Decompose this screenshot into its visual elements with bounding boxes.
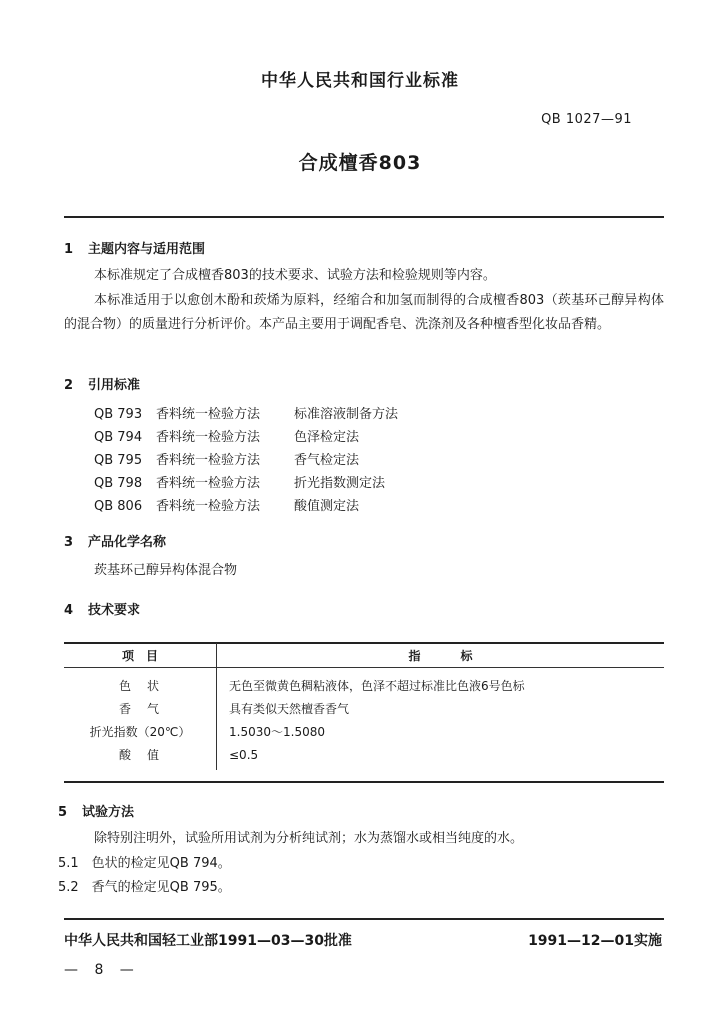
table-row: [64, 697, 664, 720]
reference-method: 香气检定法: [294, 453, 360, 468]
reference-code: QB 794: [94, 430, 143, 445]
reference-row: [94, 426, 359, 445]
section-1-number: 1: [64, 242, 74, 257]
approval-statement: 中华人民共和国轻工业部1991—03—30批准: [64, 933, 352, 949]
table-header-index: 指标: [217, 643, 665, 668]
table-cell-value: 1.5030～1.5080: [229, 725, 325, 739]
table-row: [64, 743, 664, 770]
section-2-heading: [64, 374, 140, 393]
reference-name: 香料统一检验方法: [156, 453, 261, 468]
section-5-title: 试验方法: [82, 805, 135, 820]
section-4-heading: [64, 599, 140, 618]
section-2-title: 引用标准: [88, 378, 141, 393]
reference-name: 香料统一检验方法: [156, 499, 261, 514]
reference-name: 香料统一检验方法: [156, 407, 261, 422]
standard-category-title: 中华人民共和国行业标准: [261, 71, 459, 91]
technical-requirements-table: [64, 643, 664, 770]
table-cell-item: 色 状: [64, 668, 217, 698]
reference-name: 香料统一检验方法: [156, 430, 261, 445]
reference-row: [94, 449, 359, 468]
section-1-paragraph-1: 本标准规定了合成檀香803的技术要求、试验方法和检验规则等内容。: [94, 268, 496, 283]
section-5-heading: [58, 801, 134, 820]
reference-row: [94, 495, 359, 514]
table-row: [64, 720, 664, 743]
section-1-heading: [64, 238, 205, 257]
section-3-heading: [64, 531, 166, 550]
table-row: [64, 668, 664, 698]
section-4-title: 技术要求: [88, 603, 141, 618]
reference-method: 标准溶液制备方法: [294, 407, 399, 422]
header-divider: [64, 216, 664, 218]
table-cell-value: ≤0.5: [229, 747, 259, 762]
table-cell-item: 香 气: [64, 697, 217, 720]
section-5-2-item: 5.2 香气的检定见QB 795。: [58, 880, 231, 895]
reference-code: QB 793: [94, 407, 143, 422]
section-3-title: 产品化学名称: [88, 535, 167, 550]
page-number: — 8 —: [64, 962, 140, 978]
reference-method: 折光指数测定法: [294, 476, 386, 491]
section-5-number: 5: [58, 805, 68, 820]
table-bottom-rule: [64, 781, 664, 783]
section-3-number: 3: [64, 535, 74, 550]
table-header-item: 项 目: [64, 643, 217, 668]
document-title: 合成檀香803: [298, 152, 422, 174]
section-2-number: 2: [64, 378, 74, 393]
reference-row: [94, 472, 385, 491]
reference-method: 色泽检定法: [294, 430, 360, 445]
reference-method: 酸值测定法: [294, 499, 360, 514]
section-5-1-item: 5.1 色状的检定见QB 794。: [58, 856, 231, 871]
effective-date: 1991—12—01实施: [528, 933, 662, 949]
table-cell-item: 折光指数（20℃）: [64, 720, 217, 743]
reference-code: QB 795: [94, 453, 143, 468]
table-cell-item: 酸 值: [64, 743, 217, 770]
table-cell-value: 具有类似天然檀香香气: [229, 702, 350, 716]
table-header-row: [64, 643, 664, 668]
reference-code: QB 798: [94, 476, 143, 491]
section-4-number: 4: [64, 603, 74, 618]
section-3-content: 莰基环己醇异构体混合物: [94, 563, 238, 578]
table-cell-value: 无色至微黄色稠粘液体，色泽不超过标准比色液6号色标: [229, 679, 525, 693]
section-1-paragraph-2: 本标准适用于以愈创木酚和莰烯为原料，经缩合和加氢而制得的合成檀香803（莰基环己醇异构体的混合物）的质量进行分析评价。本产品主要用于调配香皂、洗涤剂及各种檀香型化妆品香精。: [64, 293, 664, 332]
footer-divider: [64, 918, 664, 920]
reference-row: [94, 403, 398, 422]
standard-code: QB 1027—91: [541, 112, 632, 127]
section-1-title: 主题内容与适用范围: [88, 242, 206, 257]
reference-code: QB 806: [94, 499, 143, 514]
reference-name: 香料统一检验方法: [156, 476, 261, 491]
section-5-paragraph: 除特别注明外，试验所用试剂为分析纯试剂；水为蒸馏水或相当纯度的水。: [94, 831, 524, 846]
